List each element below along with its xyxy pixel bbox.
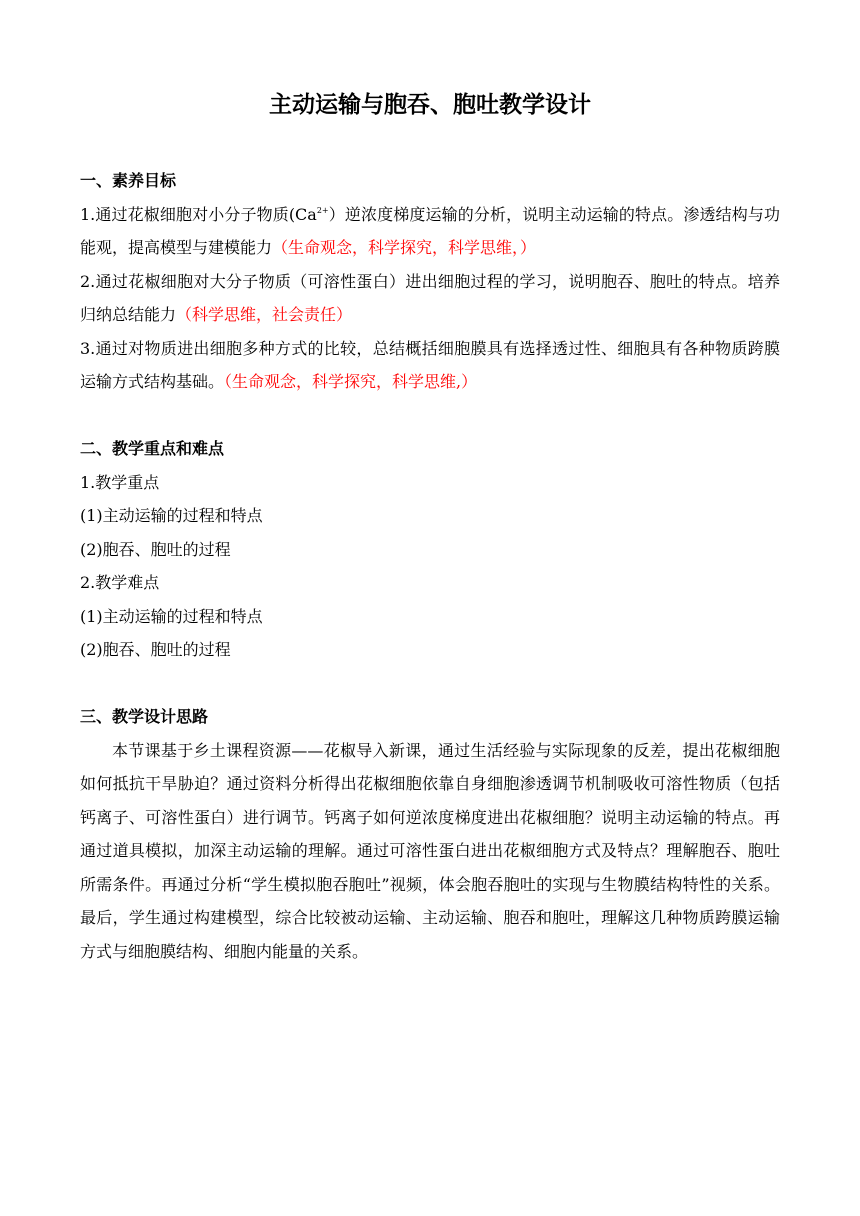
difficulty-label: 2.教学难点 xyxy=(80,573,160,592)
section-spacer xyxy=(80,399,780,433)
key-point-item-2: (2)胞吞、胞吐的过程 xyxy=(80,539,231,559)
design-approach-paragraph: 本节课基于乡土课程资源——花椒导入新课，通过生活经验与实际现象的反差，提出花椒细胞如何抵抗干旱胁迫？通过资料分析得出花椒细胞依靠自身细胞渗透调节机制吸收可溶性物质（包括钙离子、可溶性蛋白）进行调节。钙离子如何逆浓度梯度进出花椒细胞？说明主动运输的特点。再通过道具模拟，加深主动运输的理解。通过可溶性蛋白进出花椒细胞方式及特点？理解胞吞、胞吐所需条件。再通过分析“学生模拟胞吞胞吐”视频，体会胞吞胞吐的实现与生物膜结构特性的关系。最后，学生通过构建模型，综合比较被动运输、主动运输、胞吞和胞吐，理解这几种物质跨膜运输方式与细胞膜结构、细胞内能量的关系。 xyxy=(80,740,780,961)
difficulty-item-1: (1)主动运输的过程和特点 xyxy=(80,606,263,626)
objective-item-1 xyxy=(80,198,780,265)
objective-item-1-text-before: 1.通过花椒细胞对小分子物质(Ca xyxy=(80,204,317,224)
section-spacer xyxy=(80,667,780,701)
objective-item-3 xyxy=(80,332,780,399)
section-heading-design-approach: 三、教学设计思路 xyxy=(80,707,209,726)
key-point-item-1: (1)主动运输的过程和特点 xyxy=(80,506,263,525)
section-heading-key-points: 二、教学重点和难点 xyxy=(80,439,225,458)
objective-item-1-competency-note: （生命观念，科学探究，科学思维，） xyxy=(272,238,537,257)
section-heading-objectives: 一、素养目标 xyxy=(80,171,177,190)
objective-item-3-competency-note: （生命观念，科学探究，科学思维,） xyxy=(224,372,478,391)
objective-item-2-text: 2.通过花椒细胞对大分子物质（可溶性蛋白）进出细胞过程的学习，说明胞吞、胞吐的特点。培养归纳总结能力 xyxy=(80,271,780,324)
objective-item-1-text-after: ）逆浓度梯度运输的分析，说明主动运输的特点。渗透结构与功能观，提高模型与建模能力 xyxy=(80,204,780,257)
objective-item-2 xyxy=(80,265,780,332)
objective-item-2-competency-note: （科学思维，社会责任） xyxy=(176,305,353,324)
document-title: 主动运输与胞吞、胞吐教学设计 xyxy=(269,92,591,118)
key-points-label: 1.教学重点 xyxy=(80,472,160,492)
document-body xyxy=(80,164,780,968)
objective-item-3-text: 3.通过对物质进出细胞多种方式的比较，总结概括细胞膜具有选择透过性、细胞具有各种物质跨膜运输方式结构基础。 xyxy=(80,338,780,391)
ion-charge-superscript: 2+ xyxy=(316,205,329,215)
difficulty-item-2: (2)胞吞、胞吐的过程 xyxy=(80,640,231,659)
